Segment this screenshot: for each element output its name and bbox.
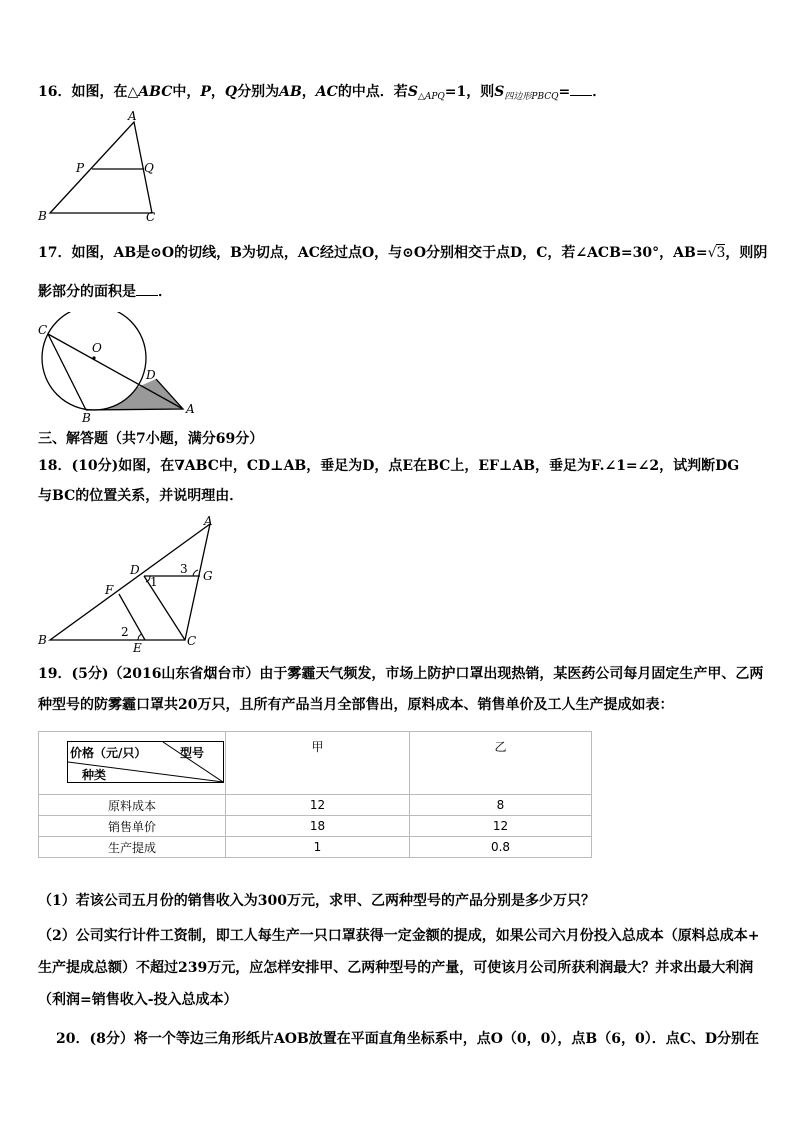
q17-line2: 影部分的面积是 ． <box>38 284 172 300</box>
label-2: 2 <box>121 625 129 639</box>
angle3-arc <box>193 570 198 576</box>
label-b: B <box>38 633 47 647</box>
cell-yi: 0.8 <box>410 837 592 858</box>
row-label: 生产提成 <box>39 837 226 858</box>
label-e: E <box>133 641 142 652</box>
cell-yi: 12 <box>410 816 592 837</box>
q19-part2-line1: （2）公司实行计件工资制，即工人每生产一只口罩获得一定金额的提成，如果公司六月份投入总成本（原料总成本+ <box>38 928 760 944</box>
triangle-abc <box>50 524 210 640</box>
label-a: A <box>204 514 213 528</box>
corner-kind-label: 种类 <box>82 768 107 782</box>
label-3: 3 <box>180 562 188 576</box>
cell-yi: 8 <box>410 795 592 816</box>
circle-o <box>42 312 146 410</box>
corner-box <box>67 741 224 783</box>
label-o: O <box>92 341 102 355</box>
cell-jia: 18 <box>226 816 410 837</box>
label-p: P <box>76 161 85 175</box>
table-row <box>39 837 592 858</box>
label-a: A <box>128 109 137 123</box>
label-b: B <box>82 411 91 424</box>
q18-line1: 18．(10分)如图，在∇ABC中，CD⊥AB，垂足为D，点E在BC上，EF⊥AB，垂足为F.∠1=∠2，试判断DG <box>38 458 740 474</box>
label-d: D <box>130 563 140 577</box>
label-g: G <box>203 569 213 583</box>
header-corner-cell <box>39 732 226 795</box>
corner-type-label: 型号 <box>180 746 205 760</box>
q19-part2-line3: （利润=销售收入-投入总成本） <box>38 992 238 1008</box>
label-a: A <box>186 402 195 416</box>
section-heading: 三、解答题（共7小题，满分69分） <box>38 431 264 447</box>
q16-text: 16．如图，在△ABC中，P，Q分别为AB，AC的中点．若$S_{\triangle APQ}=1$，则$S_{四边形PBCQ}=$ ． <box>38 84 607 102</box>
cell-jia: 12 <box>226 795 410 816</box>
label-q: Q <box>144 161 154 175</box>
triangle-abc <box>50 122 152 213</box>
col-header-jia: 甲 <box>226 732 410 795</box>
q20-line1: 20．(8分）将一个等边三角形纸片AOB放置在平面直角坐标系中，点O（0，0），点B（6，0）．点C、D分别在 <box>56 1031 760 1047</box>
q17-line1: 17．如图，AB是⊙O的切线，B为切点，AC经过点O，与⊙O分别相交于点D，C，若∠ACB=30°，AB=√3，则阴 <box>38 245 768 261</box>
label-f: F <box>105 583 114 597</box>
q18-line2: 与BC的位置关系，并说明理由． <box>38 488 244 504</box>
q18-figure <box>30 512 230 652</box>
q17-figure <box>30 312 205 424</box>
row-label: 原料成本 <box>39 795 226 816</box>
label-c: C <box>38 323 48 337</box>
label-1: 1 <box>150 575 158 589</box>
q19-line1: 19．(5分)（2016山东省烟台市）由于雾霾天气频发，市场上防护口罩出现热销，某医药公司每月固定生产甲、乙两 <box>38 666 764 682</box>
row-label: 销售单价 <box>39 816 226 837</box>
table-row <box>39 795 592 816</box>
cell-jia: 1 <box>226 837 410 858</box>
answer-blank <box>136 283 158 296</box>
corner-price-label: 价格（元/只） <box>70 746 147 760</box>
label-d: D <box>146 368 156 382</box>
table-row <box>39 816 592 837</box>
center-point <box>92 356 95 359</box>
col-header-yi: 乙 <box>410 732 592 795</box>
label-b: B <box>38 209 47 223</box>
label-c: C <box>146 210 156 224</box>
q16-figure <box>30 108 170 228</box>
q19-line2: 种型号的防雾霾口罩共20万只，且所有产品当月全部售出，原料成本、销售单价及工人生产提成如表： <box>38 697 674 713</box>
sqrt-symbol: √ <box>707 245 717 261</box>
cost-table <box>38 731 592 858</box>
q19-part1: （1）若该公司五月份的销售收入为300万元，求甲、乙两种型号的产品分别是多少万只？ <box>38 893 595 909</box>
q19-part2-line2: 生产提成总额）不超过239万元，应怎样安排甲、乙两种型号的产量，可使该月公司所获利润最大？并求出最大利润 <box>38 960 754 976</box>
label-c: C <box>187 634 197 648</box>
answer-blank <box>570 83 592 96</box>
table-header-row <box>39 732 592 795</box>
